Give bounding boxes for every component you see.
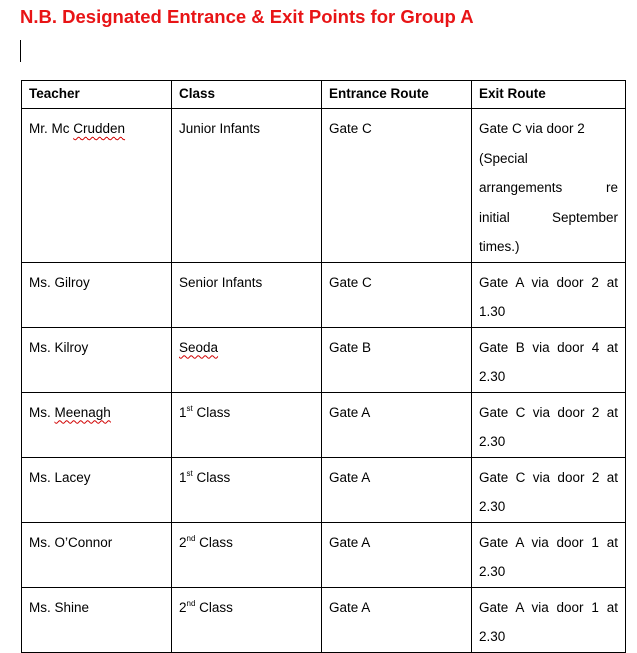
ordinal-suffix: st [186, 403, 193, 413]
class-number: 2 [179, 599, 187, 615]
class-word: Class [192, 469, 231, 485]
teacher-prefix: Ms. [29, 404, 55, 420]
header-class: Class [172, 81, 322, 109]
misspelled-word[interactable]: Seoda [179, 339, 219, 355]
exit-cell: Gate A via door 1 at 2.30 [472, 587, 626, 652]
entrance-cell: Gate A [322, 522, 472, 587]
table-row [22, 457, 626, 522]
exit-cell: Gate C via door 2 at 2.30 [472, 392, 626, 457]
table-row [22, 392, 626, 457]
group-a-routes-table [21, 80, 626, 653]
class-number: 2 [179, 534, 187, 550]
entrance-cell: Gate C [322, 109, 472, 263]
class-cell [172, 522, 322, 587]
exit-line: times.) [479, 239, 520, 254]
teacher-prefix: Mr. Mc [29, 121, 74, 136]
entrance-cell: Gate A [322, 392, 472, 457]
exit-line: (Special [479, 150, 528, 166]
class-cell [172, 457, 322, 522]
ordinal-suffix: nd [186, 598, 196, 608]
misspelled-word[interactable]: Meenagh [54, 404, 111, 420]
exit-line: initial September [479, 209, 618, 225]
text-cursor [20, 40, 21, 62]
header-teacher: Teacher [22, 81, 172, 109]
teacher-cell [22, 392, 172, 457]
class-word: Class [195, 534, 233, 550]
entrance-cell: Gate C [322, 262, 472, 327]
header-entrance-route: Entrance Route [322, 81, 472, 109]
exit-cell: Gate B via door 4 at 2.30 [472, 327, 626, 392]
teacher-cell [22, 109, 172, 263]
exit-cell: Gate C via door 2 at 2.30 [472, 457, 626, 522]
teacher-cell: Ms. Gilroy [22, 262, 172, 327]
class-word: Class [192, 404, 231, 420]
exit-line: arrangements re [479, 180, 618, 195]
exit-cell: Gate A via door 2 at 1.30 [472, 262, 626, 327]
table-row [22, 327, 626, 392]
teacher-cell: Ms. Kilroy [22, 327, 172, 392]
class-number: 1 [179, 404, 187, 420]
class-number: 1 [179, 469, 187, 485]
table-row [22, 522, 626, 587]
entrance-cell: Gate A [322, 587, 472, 652]
entrance-cell: Gate A [322, 457, 472, 522]
class-cell: Junior Infants [172, 109, 322, 263]
class-cell [172, 392, 322, 457]
exit-cell: Gate A via door 1 at 2.30 [472, 522, 626, 587]
class-cell [172, 587, 322, 652]
table-row [22, 587, 626, 652]
exit-line: Gate C via door 2 [479, 121, 585, 136]
ordinal-suffix: st [186, 468, 193, 478]
table-row [22, 262, 626, 327]
document-heading: N.B. Designated Entrance & Exit Points for Group A [20, 6, 474, 27]
class-word: Class [195, 599, 233, 615]
entrance-cell: Gate B [322, 327, 472, 392]
table-header-row [22, 81, 626, 109]
teacher-cell: Ms. O’Connor [22, 522, 172, 587]
exit-cell [472, 109, 626, 263]
class-cell: Senior Infants [172, 262, 322, 327]
table-row [22, 109, 626, 263]
header-exit-route: Exit Route [472, 81, 626, 109]
ordinal-suffix: nd [186, 533, 196, 543]
class-cell [172, 327, 322, 392]
teacher-cell: Ms. Lacey [22, 457, 172, 522]
misspelled-word[interactable]: Crudden [73, 121, 126, 136]
teacher-cell: Ms. Shine [22, 587, 172, 652]
